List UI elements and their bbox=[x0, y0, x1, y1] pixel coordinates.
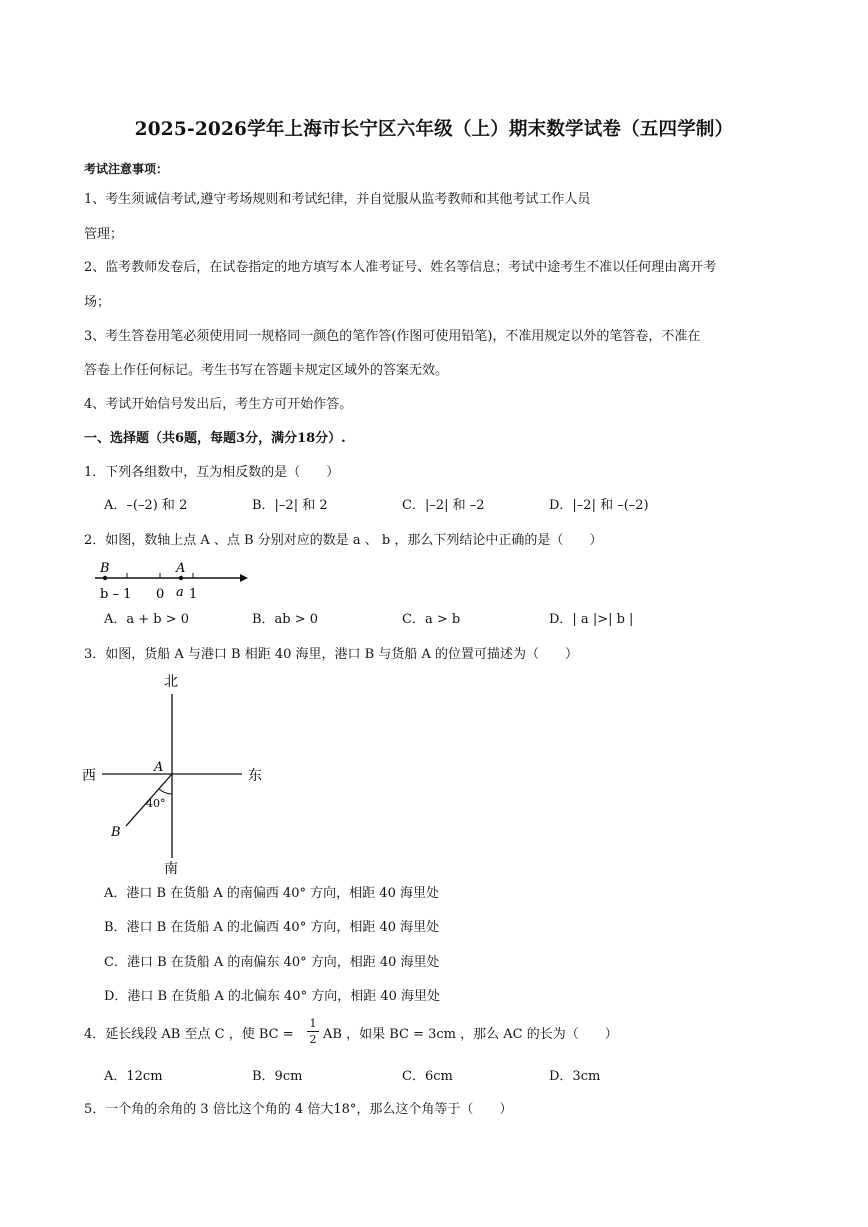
label-b: B bbox=[100, 561, 110, 576]
notice-item-4: 4、考试开始信号发出后，考生方可开始作答。 bbox=[84, 397, 353, 412]
question-4-stem-pre: 4．延长线段 AB 至点 C ，使 BC = bbox=[84, 1027, 294, 1042]
page-title: 2025-2026学年上海市长宁区六年级（上）期末数学试卷（五四学制） bbox=[134, 119, 734, 140]
question-4-option-b: B．9cm bbox=[252, 1069, 303, 1084]
question-4-stem-post: AB ，如果 BC = 3cm ，那么 AC 的长为（ ） bbox=[323, 1027, 618, 1042]
label-one: 1 bbox=[189, 587, 198, 602]
point-b bbox=[103, 576, 107, 580]
question-4-option-a: A．12cm bbox=[104, 1069, 163, 1084]
label-north: 北 bbox=[164, 674, 178, 690]
fraction-bar bbox=[307, 1031, 319, 1032]
question-2-option-d: D．| a |>| b | bbox=[549, 612, 634, 627]
question-1-option-a: A．–(–2) 和 2 bbox=[104, 498, 188, 513]
label-south: 南 bbox=[164, 861, 178, 877]
notice-item-3: 3、考生答卷用笔必须使用同一规格同一颜色的笔作答(作图可使用铅笔)，不准用规定以外的笔答卷，不准在 bbox=[84, 329, 701, 344]
question-2-option-b: B．ab > 0 bbox=[252, 612, 319, 627]
label-zero: 0 bbox=[156, 587, 165, 602]
label-a: A bbox=[176, 561, 186, 576]
notice-item-2-cont: 场； bbox=[84, 295, 111, 310]
number-line-figure bbox=[90, 558, 260, 608]
question-5-stem: 5．一个角的余角的 3 倍比这个角的 4 倍大18°，那么这个角等于（ ） bbox=[84, 1102, 513, 1117]
fraction-numerator: 1 bbox=[309, 1017, 317, 1030]
question-2-option-a: A．a + b > 0 bbox=[104, 612, 190, 627]
point-a bbox=[179, 576, 183, 580]
axis-arrow-icon bbox=[240, 574, 248, 582]
question-2-option-c: C．a > b bbox=[402, 612, 461, 627]
question-3-stem: 3．如图，货船 A 与港口 B 相距 40 海里，港口 B 与货船 A 的位置可描述为（ ） bbox=[84, 647, 579, 662]
label-a-value: a bbox=[176, 585, 184, 600]
angle-arc bbox=[159, 789, 172, 794]
question-3-option-a: A．港口 B 在货船 A 的南偏西 40° 方向，相距 40 海里处 bbox=[104, 886, 439, 901]
question-3-option-d: D．港口 B 在货船 A 的北偏东 40° 方向，相距 40 海里处 bbox=[104, 989, 441, 1004]
question-4-option-d: D．3cm bbox=[549, 1069, 601, 1084]
fraction-denominator: 2 bbox=[309, 1033, 317, 1046]
question-4-option-c: C．6cm bbox=[402, 1069, 453, 1084]
notice-heading: 考试注意事项： bbox=[84, 162, 169, 176]
notice-item-1-cont: 管理； bbox=[84, 227, 124, 242]
question-1-stem: 1．下列各组数中，互为相反数的是（ ） bbox=[84, 465, 340, 480]
label-point-a: A bbox=[154, 760, 164, 775]
label-b-minus-1: b – 1 bbox=[100, 587, 132, 602]
label-angle: 40° bbox=[146, 797, 166, 810]
notice-item-3-cont: 答卷上作任何标记。考生书写在答题卡规定区域外的答案无效。 bbox=[84, 363, 449, 378]
section-heading: 一、选择题（共6题，每题3分，满分18分）. bbox=[84, 431, 346, 446]
label-west: 西 bbox=[82, 768, 96, 784]
label-east: 东 bbox=[248, 768, 262, 784]
question-1-option-d: D．|–2| 和 –(–2) bbox=[549, 498, 649, 513]
label-point-b: B bbox=[111, 825, 121, 840]
question-3-option-b: B．港口 B 在货船 A 的北偏西 40° 方向，相距 40 海里处 bbox=[104, 920, 440, 935]
question-3-option-c: C．港口 B 在货船 A 的南偏东 40° 方向，相距 40 海里处 bbox=[104, 955, 440, 970]
compass-figure bbox=[80, 668, 280, 878]
question-2-stem: 2．如图，数轴上点 A 、点 B 分别对应的数是 a 、 b ，那么下列结论中正确的是（ ） bbox=[84, 533, 603, 548]
notice-item-2: 2、监考教师发卷后，在试卷指定的地方填写本人准考证号、姓名等信息；考试中途考生不准以任何理由离开考 bbox=[84, 260, 717, 275]
question-1-option-b: B．|–2| 和 2 bbox=[252, 498, 328, 513]
question-1-option-c: C．|–2| 和 –2 bbox=[402, 498, 485, 513]
fraction-one-half bbox=[307, 1017, 319, 1046]
notice-item-1: 1、考生须诚信考试,遵守考场规则和考试纪律，并自觉服从监考教师和其他考试工作人员 bbox=[84, 192, 591, 207]
